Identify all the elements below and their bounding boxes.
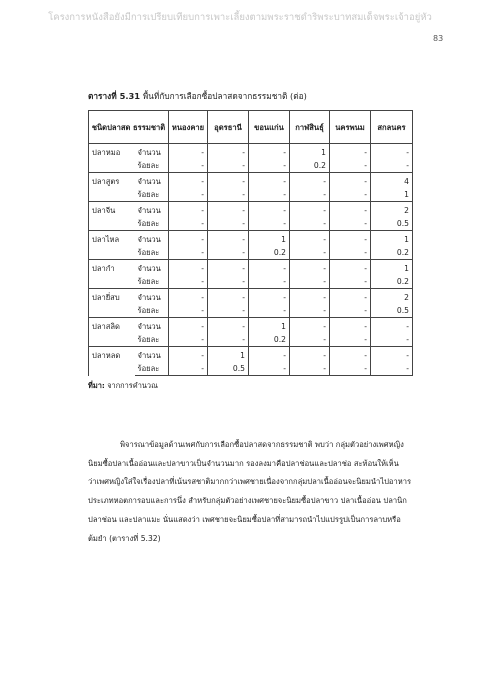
unit-count-cell: จำนวน	[135, 260, 169, 276]
table-row-count	[89, 289, 413, 305]
percent-value-cell: -	[371, 333, 413, 347]
percent-value-cell: -	[330, 188, 371, 202]
unit-percent-cell: ร้อยละ	[135, 275, 169, 289]
count-value-cell: -	[249, 289, 290, 305]
percent-value-cell: 0.5	[208, 362, 249, 376]
unit-percent-cell: ร้อยละ	[135, 159, 169, 173]
percent-value-cell: 0.2	[371, 246, 413, 260]
count-value-cell: -	[371, 144, 413, 160]
unit-count-cell: จำนวน	[135, 318, 169, 334]
count-value-cell: -	[208, 318, 249, 334]
unit-count-cell: จำนวน	[135, 347, 169, 363]
unit-percent-cell: ร้อยละ	[135, 188, 169, 202]
percent-value-cell: -	[290, 217, 330, 231]
count-value-cell: -	[208, 202, 249, 218]
unit-percent-cell: ร้อยละ	[135, 246, 169, 260]
percent-value-cell: -	[371, 362, 413, 376]
fish-selection-table	[88, 110, 413, 376]
count-value-cell: 4	[371, 173, 413, 189]
percent-value-cell: 0.2	[290, 159, 330, 173]
count-value-cell: -	[208, 231, 249, 247]
unit-percent-cell: ร้อยละ	[135, 362, 169, 376]
count-value-cell: -	[208, 173, 249, 189]
count-value-cell: -	[290, 289, 330, 305]
table-row-count	[89, 347, 413, 363]
count-value-cell: -	[249, 347, 290, 363]
header-sakon-nakhon: สกลนคร	[371, 111, 413, 144]
source-text: จากการคำนวณ	[107, 381, 158, 390]
count-value-cell: -	[169, 231, 208, 247]
table-row-count	[89, 144, 413, 160]
paragraph-line: พิจารณาข้อมูลด้านเพศกับการเลือกซื้อปลาสดจากธรรมชาติ พบว่า กลุ่มตัวอย่างเพศหญิง	[120, 440, 404, 449]
paragraph-line: ว่าเพศหญิงใส่ใจเรื่องปลาที่เน้นรสชาติมากกว่าเพศชายเนื่องจากกลุ่มปลาเนื้ออ่อนจะนิยมนำไปอาหาร	[88, 477, 412, 487]
source-label: ที่มา:	[88, 381, 105, 390]
percent-value-cell: -	[208, 159, 249, 173]
percent-value-cell: 1	[371, 188, 413, 202]
percent-value-cell: -	[208, 217, 249, 231]
fish-name-cell: ปลายี่สบ	[89, 289, 135, 318]
percent-value-cell: 0.2	[249, 333, 290, 347]
percent-value-cell: -	[249, 217, 290, 231]
fish-name-cell: ปลาหมอ	[89, 144, 135, 173]
percent-value-cell: 0.5	[371, 217, 413, 231]
header-khon-kaen: ขอนแก่น	[249, 111, 290, 144]
unit-count-cell: จำนวน	[135, 144, 169, 160]
percent-value-cell: -	[169, 362, 208, 376]
percent-value-cell: -	[330, 362, 371, 376]
fish-name-cell: ปลาไหล	[89, 231, 135, 260]
percent-value-cell: -	[169, 304, 208, 318]
percent-value-cell: -	[330, 217, 371, 231]
percent-value-cell: -	[169, 188, 208, 202]
percent-value-cell: -	[169, 246, 208, 260]
fish-name-cell: ปลาหลด	[89, 347, 135, 376]
unit-percent-cell: ร้อยละ	[135, 304, 169, 318]
body-paragraph	[88, 436, 428, 548]
fish-name-cell: ปลาสูตร	[89, 173, 135, 202]
count-value-cell: 1	[371, 260, 413, 276]
fish-name-cell: ปลาสลิด	[89, 318, 135, 347]
count-value-cell: -	[249, 144, 290, 160]
percent-value-cell: -	[371, 159, 413, 173]
percent-value-cell: -	[330, 275, 371, 289]
running-header: โครงการหนังสือยังมีการเปรียบเทียบการเพาะเลี้ยงตามพระราชดำริพระบาทสมเด็จพระเจ้าอยู่หัว	[48, 12, 432, 23]
percent-value-cell: -	[208, 304, 249, 318]
unit-count-cell: จำนวน	[135, 173, 169, 189]
count-value-cell: 2	[371, 202, 413, 218]
percent-value-cell: -	[169, 275, 208, 289]
count-value-cell: -	[330, 144, 371, 160]
percent-value-cell: -	[208, 333, 249, 347]
header-kalasin: กาฬสินธุ์	[290, 111, 330, 144]
percent-value-cell: -	[330, 159, 371, 173]
count-value-cell: 1	[290, 144, 330, 160]
table-row-count	[89, 318, 413, 334]
unit-percent-cell: ร้อยละ	[135, 333, 169, 347]
percent-value-cell: 0.2	[249, 246, 290, 260]
caption-label: ตารางที่ 5.31	[88, 91, 141, 101]
count-value-cell: -	[169, 347, 208, 363]
count-value-cell: -	[330, 318, 371, 334]
count-value-cell: 1	[208, 347, 249, 363]
count-value-cell: -	[371, 347, 413, 363]
percent-value-cell: -	[169, 159, 208, 173]
count-value-cell: -	[330, 173, 371, 189]
page-number: 83	[433, 34, 444, 43]
percent-value-cell: -	[208, 188, 249, 202]
table-row-percent	[89, 188, 413, 202]
percent-value-cell: -	[169, 217, 208, 231]
table-row-count	[89, 173, 413, 189]
count-value-cell: -	[208, 260, 249, 276]
table-header-row	[89, 111, 413, 144]
count-value-cell: -	[330, 289, 371, 305]
unit-count-cell: จำนวน	[135, 289, 169, 305]
count-value-cell: -	[290, 347, 330, 363]
count-value-cell: -	[290, 318, 330, 334]
percent-value-cell: -	[208, 275, 249, 289]
count-value-cell: -	[208, 289, 249, 305]
count-value-cell: -	[290, 202, 330, 218]
percent-value-cell: -	[330, 246, 371, 260]
count-value-cell: 1	[249, 231, 290, 247]
table-row-percent	[89, 304, 413, 318]
table-source	[88, 380, 158, 392]
table-row-count	[89, 260, 413, 276]
unit-count-cell: จำนวน	[135, 202, 169, 218]
percent-value-cell: 0.5	[371, 304, 413, 318]
paragraph-line: ประเภทหอตการอบและการนึ่ง สำหรับกลุ่มตัวอย่างเพศชายจะนิยมซื้อปลาขาว ปลาเนื้ออ่อน ปลานิก	[88, 496, 407, 506]
count-value-cell: -	[208, 144, 249, 160]
count-value-cell: -	[290, 260, 330, 276]
table-row-percent	[89, 333, 413, 347]
count-value-cell: -	[330, 231, 371, 247]
paragraph-line: ปลาช่อน และปลาแมะ นั่นแสดงว่า เพศชายจะนิยมซื้อปลาที่สามารถนำไปแปรรูปเป็นการลาบหรือ	[88, 514, 401, 524]
count-value-cell: -	[371, 318, 413, 334]
percent-value-cell: -	[290, 275, 330, 289]
count-value-cell: -	[169, 202, 208, 218]
table-caption	[88, 89, 307, 103]
table-row-count	[89, 202, 413, 218]
fish-name-cell: ปลากำ	[89, 260, 135, 289]
percent-value-cell: -	[249, 159, 290, 173]
percent-value-cell: -	[249, 304, 290, 318]
percent-value-cell: -	[290, 246, 330, 260]
count-value-cell: -	[249, 260, 290, 276]
paragraph-line: ต้มยำ (ตารางที่ 5.32)	[88, 533, 161, 543]
count-value-cell: -	[169, 260, 208, 276]
table-row-percent	[89, 217, 413, 231]
count-value-cell: -	[169, 144, 208, 160]
table-row-percent	[89, 159, 413, 173]
percent-value-cell: -	[169, 333, 208, 347]
count-value-cell: -	[169, 289, 208, 305]
table-row-percent	[89, 275, 413, 289]
header-nakhon-phanom: นครพนม	[330, 111, 371, 144]
table-row-count	[89, 231, 413, 247]
unit-count-cell: จำนวน	[135, 231, 169, 247]
count-value-cell: 1	[371, 231, 413, 247]
header-udon-thani: อุดรธานี	[208, 111, 249, 144]
count-value-cell: -	[169, 173, 208, 189]
header-fish-type: ชนิดปลาสด ธรรมชาติ	[89, 111, 169, 144]
table-row-percent	[89, 362, 413, 376]
paragraph-line: นิยมซื้อปลาเนื้ออ่อนและปลาขาวเป็นจำนวนมาก รองลงมาคือปลาช่อนและปลาช่อ สะท้อนให้เห็น	[88, 458, 399, 468]
header-nong-khai: หนองคาย	[169, 111, 208, 144]
percent-value-cell: -	[249, 362, 290, 376]
percent-value-cell: -	[290, 188, 330, 202]
count-value-cell: 2	[371, 289, 413, 305]
count-value-cell: -	[330, 347, 371, 363]
percent-value-cell: -	[330, 333, 371, 347]
table-row-percent	[89, 246, 413, 260]
percent-value-cell: 0.2	[371, 275, 413, 289]
count-value-cell: -	[290, 173, 330, 189]
count-value-cell: 1	[249, 318, 290, 334]
percent-value-cell: -	[290, 362, 330, 376]
caption-text: พื้นที่กับการเลือกซื้อปลาสดจากธรรมชาติ (ต่อ)	[142, 91, 307, 101]
count-value-cell: -	[249, 202, 290, 218]
count-value-cell: -	[330, 260, 371, 276]
unit-percent-cell: ร้อยละ	[135, 217, 169, 231]
percent-value-cell: -	[290, 304, 330, 318]
count-value-cell: -	[330, 202, 371, 218]
fish-name-cell: ปลาจีน	[89, 202, 135, 231]
percent-value-cell: -	[249, 188, 290, 202]
percent-value-cell: -	[290, 333, 330, 347]
count-value-cell: -	[169, 318, 208, 334]
percent-value-cell: -	[330, 304, 371, 318]
percent-value-cell: -	[249, 275, 290, 289]
count-value-cell: -	[249, 173, 290, 189]
percent-value-cell: -	[208, 246, 249, 260]
count-value-cell: -	[290, 231, 330, 247]
